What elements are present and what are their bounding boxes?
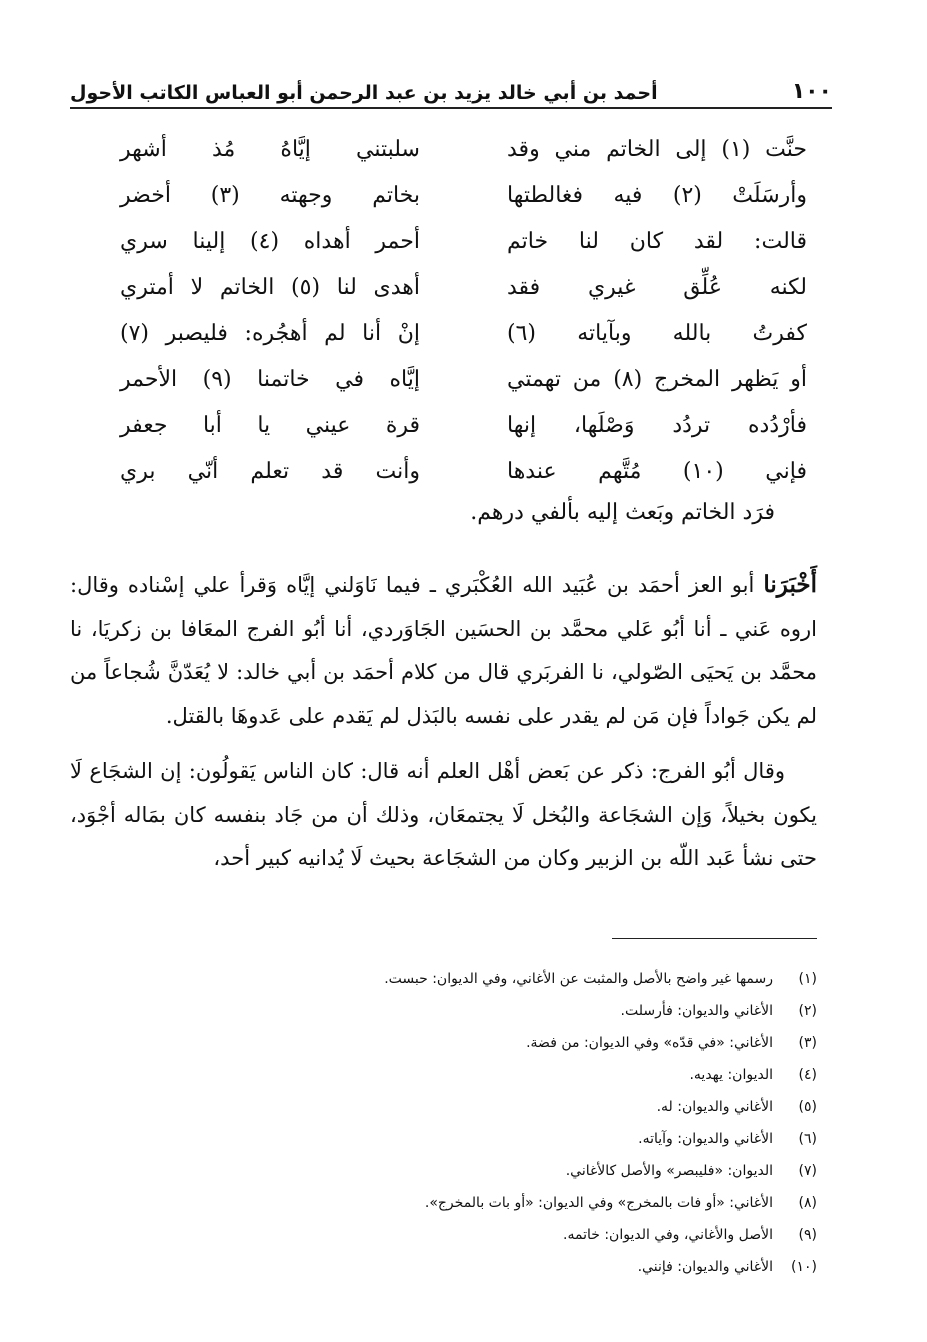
running-title: أحمد بن أبي خالد يزيد بن عبد الرحمن أبو العباس الكاتب الأحول: [70, 82, 658, 104]
footnote-number: (٩): [798, 1227, 817, 1243]
footnote-text: رسمها غير واضح بالأصل والمثبت عن الأغاني، وفي الديوان: حبست.: [384, 971, 773, 987]
footnote-number: (١): [798, 971, 817, 987]
footnote-number: (٢): [798, 1003, 817, 1019]
footnote-number: (٨): [798, 1195, 817, 1211]
footnote: [70, 1251, 817, 1283]
verse-second-hemistich: بخاتم وجهته (٣) أخضر: [120, 182, 420, 208]
poem-verse: [120, 403, 807, 449]
running-header: [70, 68, 832, 104]
verse-second-hemistich: إنْ أنا لم أهجُره: فليصبر (٧): [120, 320, 420, 346]
verse-second-hemistich: إيَّاه في خاتمنا (٩) الأحمر: [120, 366, 420, 392]
poem-verse: [120, 127, 807, 173]
footnote-text: الأغاني: «أو فات بالمخرج» وفي الديوان: «أو بات بالمخرج».: [424, 1195, 773, 1211]
verse-second-hemistich: سلبتني إيَّاهُ مُذ أشهر: [120, 136, 420, 162]
footnote-number: (٧): [798, 1163, 817, 1179]
footnote: [70, 1219, 817, 1251]
footnote: [70, 995, 817, 1027]
header-rule: [70, 107, 832, 109]
footnote-text: الأغاني والديوان: فإنني.: [637, 1259, 773, 1275]
verse-first-hemistich: حنَّت (١) إلى الخاتم مني وقد: [507, 136, 808, 162]
poem-verse: [120, 449, 807, 495]
poem-verse: [120, 311, 807, 357]
footnote-text: الديوان: يهديه.: [689, 1067, 773, 1083]
footnote-text: الديوان: «فليبصر» والأصل كالأغاني.: [565, 1163, 773, 1179]
footnote: [70, 1027, 817, 1059]
footnote: [70, 1155, 817, 1187]
poem-closing-line: فرَد الخاتم وبَعث إليه بألفي درهم.: [470, 500, 775, 525]
footnote-number: (٦): [798, 1131, 817, 1147]
paragraph-text: أبو العز أحمَد بن عُبَيد الله العُكْبَري ـ فيما نَاوَلني إيَّاه وَقرأ علي إسْناده وقال: اروه عَني ـ أنا أبُو عَلي محمَّد بن الحسَين الجَاوَردي، أنا أبُو الفرج المعَافا بن زكريَا، نا محمَّد بن يَحيَى الصّولي، نا الفربَري قال من كلام أحمَد بن أبي خالد: لا يُعَدّنَّ شُجاعاً من لم يكن جَواداً فإن مَن لم يقدر على نفسه بالبَذل لم يَقدم على عَدوهَا بالقتل.: [70, 573, 817, 728]
footnote-number: (١٠): [791, 1259, 817, 1275]
footnotes: [70, 963, 817, 1283]
footnote-text: الأغاني والديوان: له.: [656, 1099, 773, 1115]
verse-second-hemistich: أحمر أهداه (٤) إلينا سري: [120, 228, 420, 254]
verse-first-hemistich: أو يَظهر المخرج (٨) من تهمتي: [507, 366, 808, 392]
poem: [120, 127, 807, 495]
footnote: [70, 1091, 817, 1123]
footnote: [70, 1059, 817, 1091]
footnote-number: (٥): [798, 1099, 817, 1115]
verse-first-hemistich: لكنه عُلِّق غيري فقد: [507, 274, 807, 300]
footnote-number: (٤): [798, 1067, 817, 1083]
paragraph: [70, 563, 817, 738]
poem-verse: [120, 357, 807, 403]
page-number: ١٠٠: [791, 79, 832, 104]
verse-second-hemistich: أهدى لنا (٥) الخاتم لا أمتري: [120, 274, 420, 300]
footnote: [70, 1123, 817, 1155]
verse-first-hemistich: قالت: لقد كان لنا خاتم: [507, 228, 807, 254]
footnote-text: الأغاني والديوان: وآياته.: [638, 1131, 773, 1147]
verse-first-hemistich: فأرْدُده تردُد وَصْلَها، إنها: [507, 412, 807, 438]
poem-verse: [120, 219, 807, 265]
verse-second-hemistich: قرة عيني يا أبا جعفر: [120, 412, 420, 438]
footnote-text: الأصل والأغاني، وفي الديوان: خاتمه.: [563, 1227, 773, 1243]
footnote-text: الأغاني والديوان: فأرسلت.: [620, 1003, 773, 1019]
footnote-rule: [612, 938, 817, 939]
verse-first-hemistich: وأرسَلَتْ (٢) فيه فغالطتها: [507, 182, 807, 208]
poem-verse: [120, 265, 807, 311]
paragraph: وقال أبُو الفرج: ذكر عن بَعض أهْل العلم أنه قال: كان الناس يَقولُون: إن الشجَاع لَا يكون بخيلاً، وَإن الشجَاعة والبُخل لَا يجتمعَان، وذلك أن من جَاد بنفسه كان بمَاله أجْوَد، حتى نشأ عَبد اللّه بن الزبير وكان من الشجَاعة بحيث لَا يُدانيه كبير أحد،: [70, 759, 817, 870]
lead-word: أَخْبَرَنا: [763, 571, 817, 598]
footnote-text: الأغاني: «في قدّه» وفي الديوان: من فضة.: [526, 1035, 773, 1051]
verse-second-hemistich: وأنت قد تعلم أنّي بري: [120, 458, 420, 484]
verse-first-hemistich: كفرتُ بالله وبآياته (٦): [507, 320, 807, 346]
prose-body: [70, 563, 817, 881]
footnote-number: (٣): [798, 1035, 817, 1051]
poem-verse: [120, 173, 807, 219]
footnote: [70, 963, 817, 995]
verse-first-hemistich: فإني (١٠) مُتَّهم عندها: [507, 458, 807, 484]
footnote: [70, 1187, 817, 1219]
